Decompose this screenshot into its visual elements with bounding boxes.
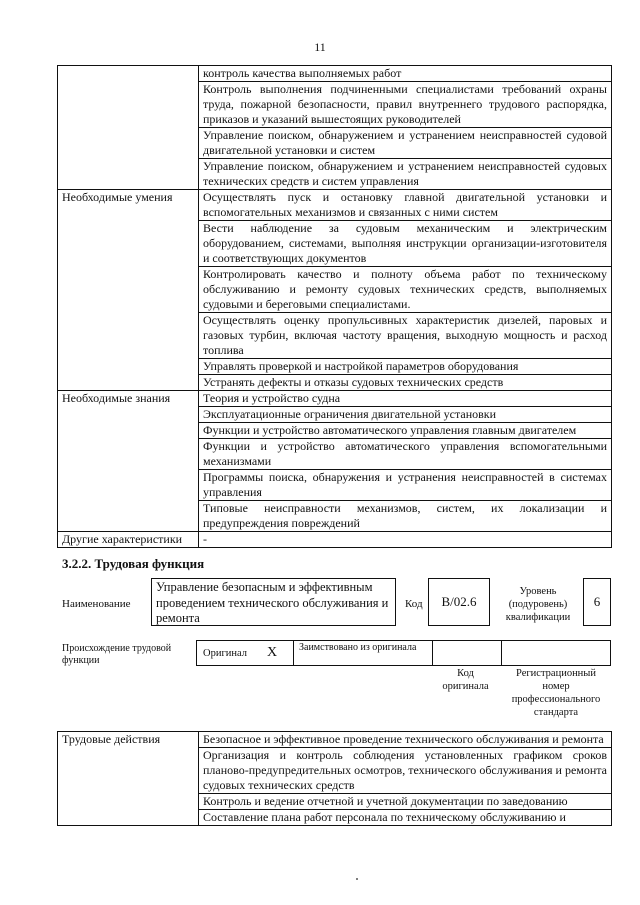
original-code-cell [432, 640, 502, 666]
list-item: Управление поиском, обнаружением и устранением неисправностей судовых технических средств и систем управления [199, 159, 612, 190]
list-item: Функции и устройство автоматического управления вспомогательными механизмами [199, 439, 612, 470]
list-item: Эксплуатационные ограничения двигательной установки [199, 407, 612, 423]
origin-label: Происхождение трудовой функции [62, 643, 172, 666]
list-item: Вести наблюдение за судовым механическим и электрическим оборудованием, системами, выполняя инструкции организации-изготовителя и соответствующих документов [199, 221, 612, 267]
list-item: Управление поиском, обнаружением и устранением неисправностей судовой двигательной установки и систем [199, 128, 612, 159]
table-row [58, 190, 612, 221]
requirements-table [57, 65, 612, 548]
list-item: Контроль выполнения подчиненными специалистами требований охраны труда, пожарной безопасности, правил внутреннего трудового распорядка, приказов и указаний вышестоящих руководителей [199, 82, 612, 128]
level-label: Уровень (подуровень) квалификации [505, 586, 571, 623]
list-item: Устранять дефекты и отказы судовых технических средств [199, 375, 612, 391]
level-value-field: 6 [583, 578, 611, 626]
labor-actions-table [57, 731, 612, 826]
row-label [58, 66, 199, 190]
borrowed-cell: Заимствовано из оригинала [293, 640, 433, 666]
original-cell [196, 640, 294, 666]
list-item: Контроль и ведение отчетной и учетной документации по заведованию [199, 794, 612, 810]
code-label: Код [405, 598, 423, 610]
table-row [58, 732, 612, 748]
function-name-field: Управление безопасным и эффективным проведением технического обслуживания и ремонта [151, 578, 396, 626]
reg-number-cell [501, 640, 611, 666]
list-item: Безопасное и эффективное проведение технического обслуживания и ремонта [199, 732, 612, 748]
actions-label: Трудовые действия [58, 732, 199, 826]
list-item: Контролировать качество и полноту объема работ по техническому обслуживанию и ремонту судовых технических средств, выполняемых судовыми и береговыми специалистами. [199, 267, 612, 313]
name-label: Наименование [62, 598, 131, 610]
knowledge-label: Необходимые знания [58, 391, 199, 532]
list-item: контроль качества выполняемых работ [199, 66, 612, 82]
list-item: Управлять проверкой и настройкой параметров оборудования [199, 359, 612, 375]
skills-label: Необходимые умения [58, 190, 199, 391]
other-label: Другие характеристики [58, 532, 199, 548]
list-item: Составление плана работ персонала по техническому обслуживанию и [199, 810, 612, 826]
list-item: Программы поиска, обнаружения и устранения неисправностей в системах управления [199, 470, 612, 501]
table-row [58, 532, 612, 548]
reg-caption: Регистрационный номер профессионального стандарта [511, 668, 601, 718]
list-item: Организация и контроль соблюдения установленных графиком сроков планово-предупредительных осмотров, технического обслуживания и ремонта судовых технических средств [199, 748, 612, 794]
code-caption: Код оригинала [442, 668, 489, 692]
original-mark: X [267, 645, 278, 660]
page-number: 11 [314, 40, 326, 54]
list-item: Функции и устройство автоматического управления главным двигателем [199, 423, 612, 439]
list-item: Осуществлять оценку пропульсивных характеристик дизелей, паровых и газовых турбин, включая частоту вращения, выходную мощность и расход топлива [199, 313, 612, 359]
table-row [58, 391, 612, 407]
original-label: Оригинал [203, 648, 247, 659]
scan-speck [356, 878, 358, 880]
table-row [58, 66, 612, 82]
list-item: - [199, 532, 612, 548]
function-code-field: B/02.6 [428, 578, 490, 626]
list-item: Осуществлять пуск и остановку главной двигательной установки и вспомогательных механизмов и связанных с ними систем [199, 190, 612, 221]
list-item: Типовые неисправности механизмов, систем, их локализации и предупреждения повреждений [199, 501, 612, 532]
list-item: Теория и устройство судна [199, 391, 612, 407]
section-title: 3.2.2. Трудовая функция [62, 556, 205, 571]
